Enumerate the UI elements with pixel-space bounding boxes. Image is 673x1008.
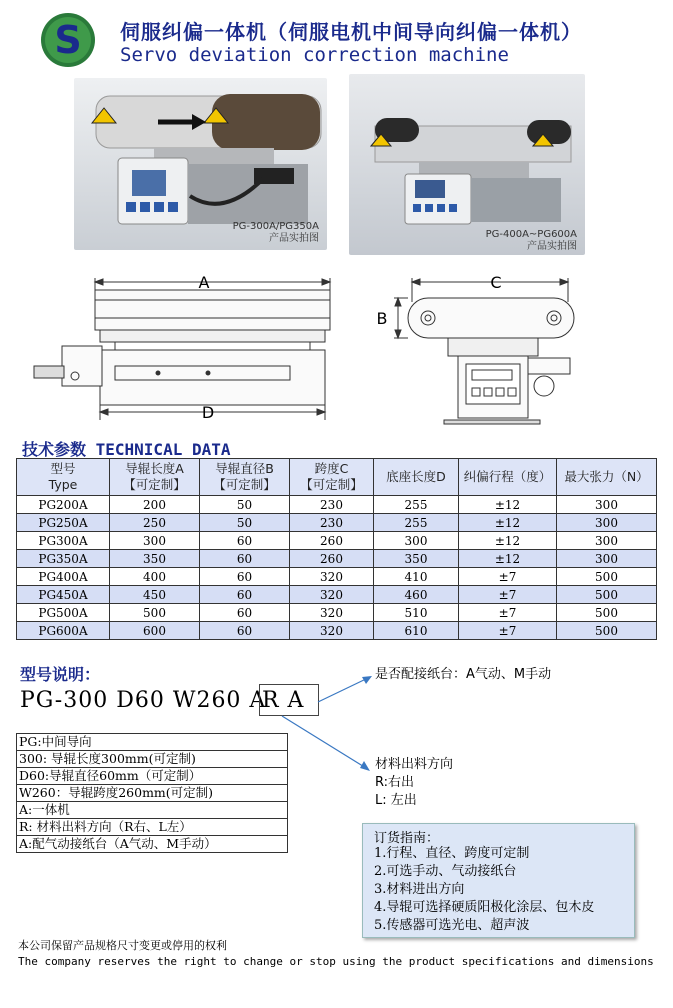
col-header-type: 型号 Type [17,459,110,496]
table-cell: ±12 [459,550,557,568]
logo-letter: S [54,18,82,62]
footer-disclaimer-en: The company reserves the right to change or stop using the product specifications and dimensions [18,955,654,968]
legend-row: PG:中间导向 [17,734,288,751]
table-row [17,532,657,550]
table-cell: 320 [290,622,374,640]
model-code: PG-300 D60 W260 A [20,688,267,713]
col-header-max-tension: 最大张力（N） [557,459,657,496]
table-cell: 510 [374,604,459,622]
table-cell: 255 [374,496,459,514]
table-cell: ±12 [459,514,557,532]
table-cell: PG450A [17,586,110,604]
table-row [17,586,657,604]
table-cell: 300 [557,550,657,568]
table-cell: 230 [290,514,374,532]
table-cell: ±7 [459,622,557,640]
ordering-guide-title: 订货指南： [374,831,440,846]
model-code-suffix: R A [262,688,305,713]
table-cell: 250 [110,514,200,532]
table-row [17,622,657,640]
table-cell: PG600A [17,622,110,640]
table-cell: 60 [200,586,290,604]
note-paper-table: 是否配接纸台：A气动、M手动 [375,667,552,682]
table-cell: 350 [110,550,200,568]
product-photo-small [74,78,327,250]
photo-caption-model: PG-400A~PG600A [485,229,577,240]
table-cell: ±7 [459,568,557,586]
table-cell: 255 [374,514,459,532]
table-cell: 500 [110,604,200,622]
table-cell: 500 [557,622,657,640]
table-cell: PG400A [17,568,110,586]
photo-caption-note: 产品实拍图 [269,233,319,244]
ordering-guide-list [374,845,594,935]
table-cell: 500 [557,568,657,586]
model-legend-table [16,733,288,853]
legend-row: A:配气动接纸台（A气动、M手动） [17,836,288,853]
side-view-drawing [20,270,340,430]
guide-item: 3.材料进出方向 [374,882,465,897]
model-heading: 型号说明： [20,665,101,684]
table-cell: 260 [290,532,374,550]
legend-row: D60:导辊直径60mm（可定制） [17,768,288,785]
photo-caption-model: PG-300A/PG350A [232,221,319,232]
table-cell: 450 [110,586,200,604]
dim-label-c: C [490,273,502,292]
company-logo [40,12,96,68]
table-row [17,514,657,532]
table-cell: 300 [557,514,657,532]
table-row [17,550,657,568]
guide-item: 1.行程、直径、跨度可定制 [374,846,530,861]
table-row [17,496,657,514]
table-cell: 60 [200,550,290,568]
table-cell: PG200A [17,496,110,514]
dim-label-d: D [201,403,215,422]
table-cell: PG300A [17,532,110,550]
legend-row: 300: 导辊长度300mm(可定制) [17,751,288,768]
table-cell: 260 [290,550,374,568]
table-cell: 60 [200,604,290,622]
table-cell: 60 [200,622,290,640]
table-cell: 50 [200,514,290,532]
note-direction-right: R:右出 [375,775,415,790]
col-header-span: 跨度C 【可定制】 [290,459,374,496]
table-cell: ±7 [459,604,557,622]
table-cell: 320 [290,586,374,604]
table-cell: 320 [290,568,374,586]
table-header-row [17,459,657,496]
table-cell: ±12 [459,496,557,514]
table-cell: 610 [374,622,459,640]
col-header-roller-length: 导辊长度A 【可定制】 [110,459,200,496]
guide-item: 4.导辊可选择硬质阳极化涂层、包木皮 [374,900,595,915]
callout-arrows [280,664,380,776]
page-title-cn: 伺服纠偏一体机（伺服电机中间导向纠偏一体机） [120,20,582,44]
table-cell: 60 [200,568,290,586]
table-cell: 50 [200,496,290,514]
table-cell: 400 [110,568,200,586]
photo-caption-note: 产品实拍图 [527,241,577,252]
note-direction-title: 材料出料方向 [375,757,454,772]
table-cell: 230 [290,496,374,514]
table-cell: 200 [110,496,200,514]
note-direction-left: L: 左出 [375,793,417,808]
page-title-en: Servo deviation correction machine [120,44,509,66]
table-cell: 460 [374,586,459,604]
table-cell: PG350A [17,550,110,568]
legend-row: A:一体机 [17,802,288,819]
footer-disclaimer-cn: 本公司保留产品规格尺寸变更或停用的权利 [18,939,227,952]
table-cell: 500 [557,604,657,622]
tech-data-table [16,458,657,640]
table-row [17,568,657,586]
table-cell: 300 [110,532,200,550]
table-cell: 300 [557,532,657,550]
table-cell: PG500A [17,604,110,622]
table-cell: 60 [200,532,290,550]
col-header-base-length: 底座长度D [374,459,459,496]
col-header-stroke: 纠偏行程（度） [459,459,557,496]
dim-label-a: A [198,273,210,292]
table-cell: 350 [374,550,459,568]
guide-item: 5.传感器可选光电、超声波 [374,918,530,933]
col-header-roller-diameter: 导辊直径B 【可定制】 [200,459,290,496]
table-cell: 300 [374,532,459,550]
table-cell: 500 [557,586,657,604]
front-view-drawing [368,270,618,430]
product-photo-large [349,74,585,255]
tech-data-heading: 技术参数 TECHNICAL DATA [22,440,231,459]
table-cell: PG250A [17,514,110,532]
table-cell: ±12 [459,532,557,550]
dim-label-b: B [376,309,388,328]
legend-row: R: 材料出料方向（R右、L左） [17,819,288,836]
table-row [17,604,657,622]
table-cell: 320 [290,604,374,622]
guide-item: 2.可选手动、气动接纸台 [374,864,517,879]
table-cell: ±7 [459,586,557,604]
table-cell: 410 [374,568,459,586]
table-cell: 600 [110,622,200,640]
table-cell: 300 [557,496,657,514]
legend-row: W260：导辊跨度260mm(可定制) [17,785,288,802]
